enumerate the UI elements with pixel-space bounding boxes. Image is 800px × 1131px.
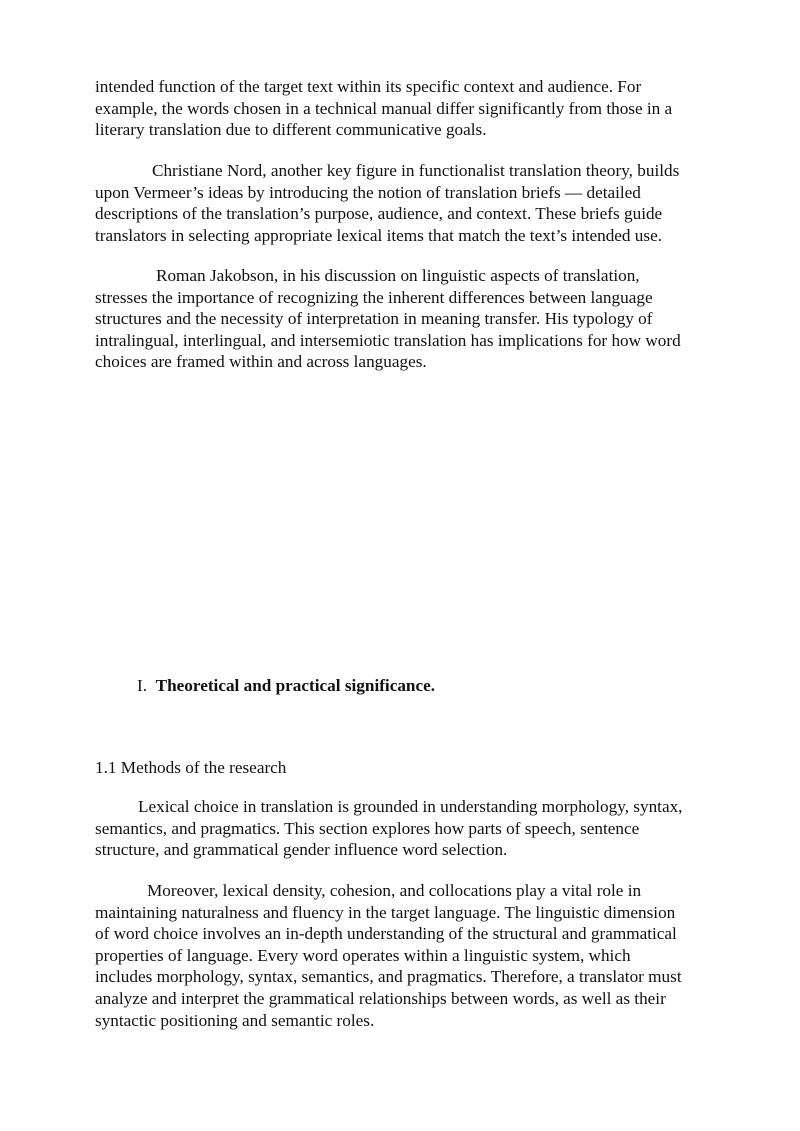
subsection-heading: 1.1 Methods of the research bbox=[95, 758, 287, 777]
paragraph-lexical-density bbox=[95, 880, 745, 1031]
text-line: structures and the necessity of interpretation in meaning transfer. His typology of bbox=[95, 309, 653, 329]
text-line: intralingual, interlingual, and intersemiotic translation has implications for how word bbox=[95, 330, 681, 350]
text-line: syntactic positioning and semantic roles. bbox=[95, 1010, 375, 1030]
text-line: stresses the importance of recognizing the inherent differences between language bbox=[95, 287, 653, 307]
text-line: translators in selecting appropriate lexical items that match the text’s intended use. bbox=[95, 225, 663, 245]
text-line: of word choice involves an in-depth understanding of the structural and grammatical bbox=[95, 924, 677, 944]
text-line: Christiane Nord, another key figure in functionalist translation theory, builds bbox=[152, 161, 680, 180]
paragraph-christiane-nord bbox=[95, 160, 745, 246]
text-line: intended function of the target text within its specific context and audience. For bbox=[95, 77, 642, 96]
text-line: choices are framed within and across languages. bbox=[95, 352, 427, 372]
text-line: structure, and grammatical gender influence word selection. bbox=[95, 840, 508, 860]
text-line: example, the words chosen in a technical manual differ significantly from those in a bbox=[95, 98, 673, 118]
text-line: includes morphology, syntax, semantics, and pragmatics. Therefore, a translator must bbox=[95, 967, 682, 987]
text-line: semantics, and pragmatics. This section explores how parts of speech, sentence bbox=[95, 818, 640, 838]
text-line: descriptions of the translation’s purpose, audience, and context. These briefs guide bbox=[95, 204, 663, 224]
paragraph-lexical-choice bbox=[95, 796, 745, 861]
text-line: Lexical choice in translation is grounded in understanding morphology, syntax, bbox=[138, 797, 683, 816]
text-line: upon Vermeer’s ideas by introducing the notion of translation briefs — detailed bbox=[95, 182, 641, 202]
text-line: Moreover, lexical density, cohesion, and collocations play a vital role in bbox=[147, 881, 642, 900]
section-heading bbox=[137, 675, 435, 697]
text-line: properties of language. Every word operates within a linguistic system, which bbox=[95, 945, 631, 965]
paragraph-function-of-target-text bbox=[95, 76, 745, 141]
text-line: Roman Jakobson, in his discussion on linguistic aspects of translation, bbox=[156, 266, 640, 285]
section-heading-number: I. bbox=[137, 676, 148, 695]
text-line: literary translation due to different communicative goals. bbox=[95, 120, 487, 140]
paragraph-roman-jakobson bbox=[95, 265, 745, 373]
text-line: maintaining naturalness and fluency in the target language. The linguistic dimension bbox=[95, 902, 676, 922]
text-line: analyze and interpret the grammatical relationships between words, as well as their bbox=[95, 988, 666, 1008]
section-heading-title: Theoretical and practical significance. bbox=[155, 676, 436, 695]
